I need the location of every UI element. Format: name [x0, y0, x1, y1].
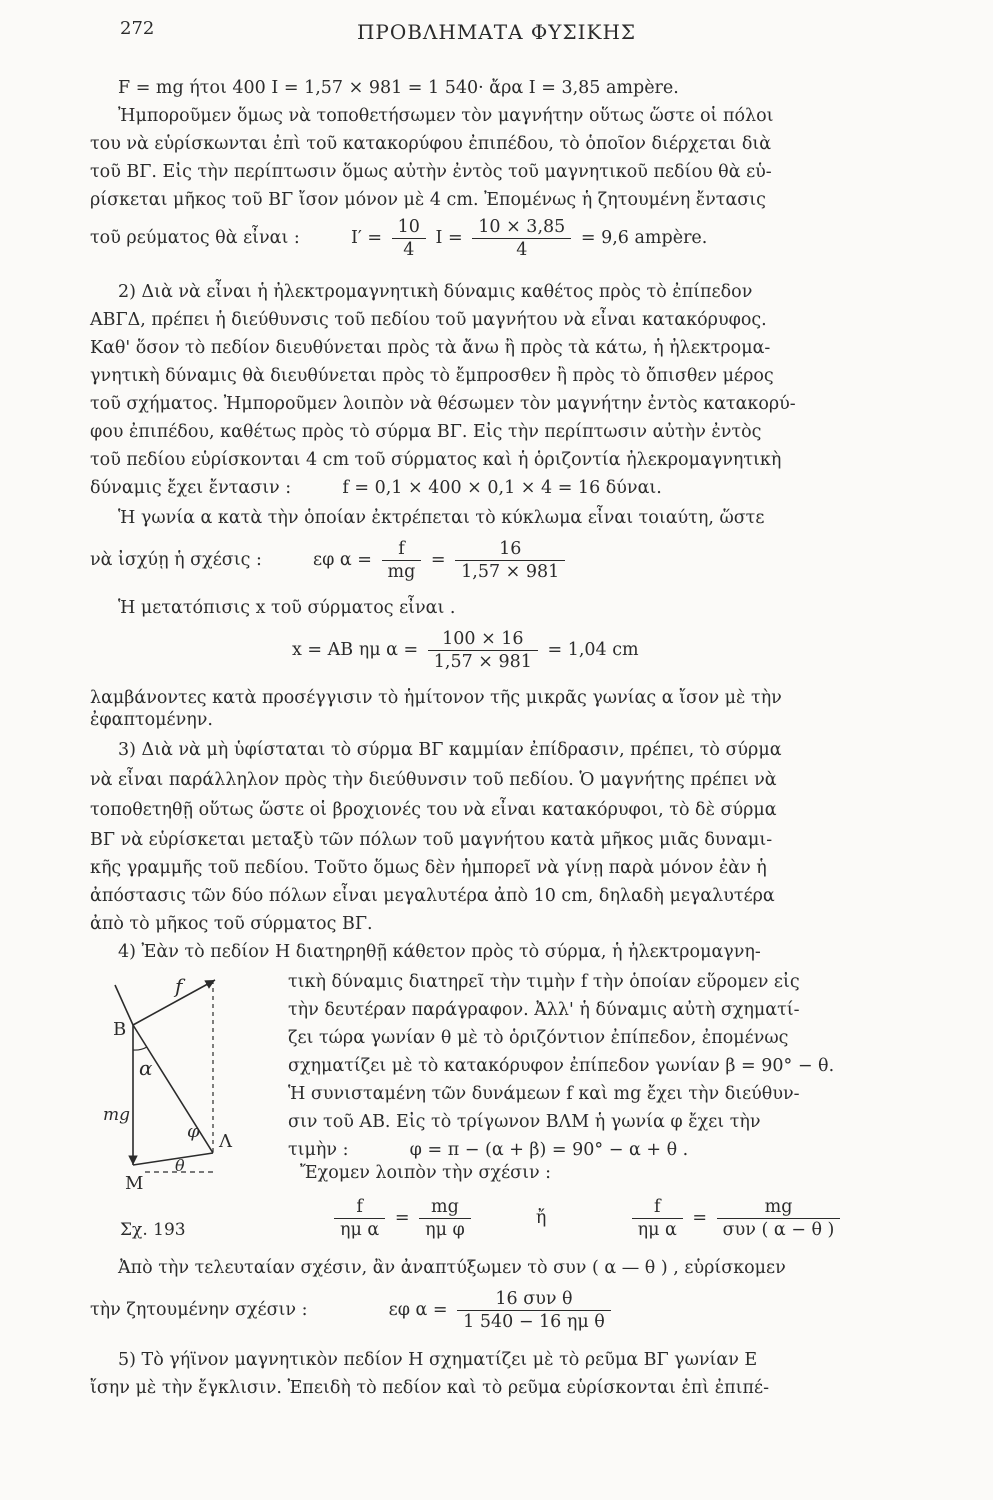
fraction [428, 628, 538, 673]
label-m: M [125, 1173, 144, 1194]
text-line: Ἀπὸ τὴν τελευταίαν σχέσιν, ἂν ἀναπτύξωμεν τὸ συν ( α — θ ) , εὑρίσκομεν [118, 1258, 786, 1278]
text-line: τοῦ πεδίου εὑρίσκονται 4 cm τοῦ σύρματος καὶ ἡ ὁριζοντία ἠλεκρομαγνητικὴ [90, 450, 782, 470]
text-fragment: δύναμις ἔχει ἔντασιν : [90, 478, 292, 498]
text-line: ρίσκεται μῆκος τοῦ ΒΓ ἴσον μόνον μὲ 4 cm. Ἐπομένως ἡ ζητουμένη ἔντασις [90, 190, 766, 210]
text-line: Ἡ μετατόπισις x τοῦ σύρματος εἶναι . [118, 598, 456, 618]
denominator: 1 540 − 16 ημ θ [463, 1312, 605, 1332]
fraction [632, 1196, 683, 1241]
text-line: Ἔχομεν λοιπὸν τὴν σχέσιν : [300, 1163, 552, 1183]
equation-part: εφ α = [388, 1300, 448, 1320]
text-line: του νὰ εὑρίσκωνται ἐπὶ τοῦ κατακορύφου ἐπιπέδου, τὸ ὁποῖον διέρχεται διὰ [90, 134, 772, 154]
equation-line [292, 628, 639, 673]
numerator: mg [717, 1196, 841, 1219]
fraction [334, 1196, 385, 1241]
text-line: Ἡ συνισταμένη τῶν δυνάμεων f καὶ mg ἔχει τὴν διεύθυν- [288, 1084, 800, 1104]
text-fragment: τὴν ζητουμένην σχέσιν : [90, 1300, 308, 1320]
text-line: 2) Διὰ νὰ εἶναι ἡ ἠλεκτρομαγνητικὴ δύναμις καθέτος πρὸς τὸ ἐπίπεδον [118, 282, 753, 302]
text-line: 4) Ἐὰν τὸ πεδίον Η διατηρηθῇ κάθετον πρὸς τὸ σύρμα, ἡ ἠλεκτρομαγνη- [118, 942, 761, 962]
denominator: 1,57 × 981 [433, 652, 532, 672]
equation-part: = [692, 1208, 708, 1228]
page-number: 272 [120, 18, 155, 39]
text-line: Ἠμποροῦμεν ὅμως νὰ τοποθετήσωμεν τὸν μαγνήτην οὕτως ὥστε οἱ πόλοι [118, 106, 774, 126]
text-line: νὰ εἶναι παράλληλον πρὸς τὴν διεύθυνσιν τοῦ πεδίου. Ὁ μαγνήτης πρέπει νὰ [90, 770, 777, 790]
equation-part: f = 0,1 × 400 × 0,1 × 4 = 16 δύναι. [342, 478, 662, 498]
label-phi: φ [187, 1121, 200, 1142]
equation-part: = 1,04 cm [547, 640, 639, 660]
numerator: 10 × 3,85 [472, 216, 571, 239]
equation-part: I′ = [350, 228, 383, 248]
denominator: 4 [516, 240, 528, 260]
denominator: mg [387, 562, 416, 582]
figure-caption: Σχ. 193 [120, 1220, 186, 1240]
text-line: 5) Τὸ γήϊνον μαγνητικὸν πεδίον Η σχηματίζει μὲ τὸ ρεῦμα ΒΓ γωνίαν Ε [118, 1350, 758, 1370]
fraction [392, 216, 426, 261]
text-line: ΑΒΓΔ, πρέπει ἡ διεύθυνσις τοῦ πεδίου τοῦ μαγνήτου νὰ εἶναι κατακόρυφος. [90, 310, 767, 330]
equation-part: ἤ [535, 1208, 547, 1228]
text-line: ἀπόστασις τῶν δύο πόλων εἶναι μεγαλυτέρα ἀπὸ 10 cm, δηλαδὴ μεγαλυτέρα [90, 886, 775, 906]
denominator: ημ α [637, 1220, 677, 1240]
numerator: f [632, 1196, 683, 1219]
equation-line [330, 1196, 844, 1241]
equation-part: φ = π − (α + β) = 90° − α + θ . [409, 1140, 689, 1160]
fraction [457, 1288, 611, 1333]
numerator: f [382, 538, 422, 561]
numerator: mg [419, 1196, 471, 1219]
text-line: ΒΓ νὰ εὑρίσκεται μεταξὺ τῶν πόλων τοῦ μαγνήτου κατὰ μῆκος μιᾶς δυναμι- [90, 830, 773, 850]
fraction [472, 216, 571, 261]
equation-line [90, 478, 662, 498]
text-line: Ἡ γωνία α κατὰ τὴν ὁποίαν ἐκτρέπεται τὸ κύκλωμα εἶναι τοιαύτη, ὥστε [118, 508, 765, 528]
numerator: 10 [392, 216, 426, 239]
equation-part: I = [435, 228, 463, 248]
label-mg: mg [103, 1105, 131, 1125]
force-diagram [95, 975, 245, 1195]
text-line: σχηματίζει μὲ τὸ κατακόρυφον ἐπίπεδον γωνίαν β = 90° − θ. [288, 1056, 835, 1076]
angle-alpha-arc [133, 1047, 147, 1050]
label-b: B [113, 1019, 127, 1040]
text-line: γνητικὴ δύναμις θὰ διευθύνεται πρὸς τὸ ἔμπροσθεν ἢ πρὸς τὸ ὄπισθεν μέρος [90, 366, 774, 386]
fraction [455, 538, 565, 583]
numerator: 16 [455, 538, 565, 561]
text-line: ζει τώρα γωνίαν θ μὲ τὸ ὁριζόντιον ἐπίπεδον, ἐπομένως [288, 1028, 789, 1048]
numerator: f [334, 1196, 385, 1219]
equation-line [90, 538, 569, 583]
text-fragment: τοῦ ρεύματος θὰ εἶναι : [90, 228, 300, 248]
resultant-line [133, 1025, 213, 1153]
text-line: ἐφαπτομένην. [90, 710, 213, 730]
numerator: 16 συν θ [457, 1288, 611, 1311]
text-line: λαμβάνοντες κατὰ προσέγγισιν τὸ ἡμίτονον τῆς μικρᾶς γωνίας α ἴσον μὲ τὴν [90, 688, 782, 708]
text-line: τὴν δευτέραν παράγραφον. Ἀλλ' ἡ δύναμις αὐτὴ σχηματί- [288, 1000, 800, 1020]
text-line: σιν τοῦ ΑΒ. Εἰς τὸ τρίγωνον ΒΛΜ ἡ γωνία φ ἔχει τὴν [288, 1112, 761, 1132]
fraction [419, 1196, 471, 1241]
text-fragment: τιμὴν : [288, 1140, 349, 1160]
equation-line [90, 216, 707, 261]
equation-line [288, 1140, 688, 1160]
equation-line [90, 1288, 615, 1333]
denominator: 4 [403, 240, 415, 260]
triangle-base [133, 1153, 213, 1165]
fraction [382, 538, 422, 583]
label-theta: θ [175, 1156, 185, 1175]
text-line: τοποθετηθῇ οὕτως ὥστε οἱ βροχιονές του νὰ εἶναι κατακόρυφοι, τὸ δὲ σύρμα [90, 800, 777, 820]
text-line: τικὴ δύναμις διατηρεῖ τὴν τιμὴν f τὴν ὁποίαν εὕρομεν εἰς [288, 972, 800, 992]
equation-part: = [430, 550, 446, 570]
label-alpha: α [139, 1056, 153, 1080]
denominator: ημ α [340, 1220, 380, 1240]
text-line: F = mg ήτοι 400 I = 1,57 × 981 = 1 540· ἄρα I = 3,85 ampère. [118, 78, 679, 98]
text-line: ἴσην μὲ τὴν ἔγκλισιν. Ἐπειδὴ τὸ πεδίον καὶ τὸ ρεῦμα εὑρίσκονται ἐπὶ ἐπιπέ- [90, 1378, 770, 1398]
denominator: 1,57 × 981 [461, 562, 560, 582]
label-f: f [175, 975, 183, 998]
text-line: 3) Διὰ νὰ μὴ ὑφίσταται τὸ σύρμα ΒΓ καμμίαν ἐπίδρασιν, πρέπει, τὸ σύρμα [118, 740, 782, 760]
text-line: τοῦ σχήματος. Ἠμποροῦμεν λοιπὸν νὰ θέσωμεν τὸν μαγνήτην ἐντὸς κατακορύ- [90, 394, 796, 414]
text-fragment: νὰ ἰσχύῃ ἡ σχέσις : [90, 550, 262, 570]
page-title: ΠΡΟΒΛΗΜΑΤΑ ΦΥΣΙΚΗΣ [356, 20, 637, 44]
denominator: ημ φ [425, 1220, 465, 1240]
equation-part: = 9,6 ampère. [580, 228, 708, 248]
equation-part: εφ α = [313, 550, 372, 570]
text-line: Καθ' ὅσον τὸ πεδίον διευθύνεται πρὸς τὰ ἄνω ἢ πρὸς τὰ κάτω, ἡ ἠλεκτρομα- [90, 338, 771, 358]
fraction [717, 1196, 841, 1241]
text-line: τοῦ ΒΓ. Εἰς τὴν περίπτωσιν ὅμως αὐτὴν ἐντὸς τοῦ μαγνητικοῦ πεδίου θὰ εὑ- [90, 162, 772, 182]
label-lambda: Λ [219, 1131, 232, 1152]
text-line: κῆς γραμμῆς τοῦ πεδίου. Τοῦτο ὅμως δὲν ἠμπορεῖ νὰ γίνῃ παρὰ μόνον ἐὰν ἡ [90, 858, 767, 878]
force-f-arrow [133, 980, 215, 1025]
denominator: συν ( α − θ ) [722, 1220, 835, 1240]
text-line: φου ἐπιπέδου, καθέτως πρὸς τὸ σύρμα ΒΓ. Εἰς τὴν περίπτωσιν αὐτὴν ἐντὸς [90, 422, 762, 442]
equation-part: x = ΑΒ ημ α = [292, 640, 419, 660]
text-line: ἀπὸ τὸ μῆκος τοῦ σύρματος ΒΓ. [90, 914, 373, 934]
equation-part: = [394, 1208, 410, 1228]
numerator: 100 × 16 [428, 628, 538, 651]
